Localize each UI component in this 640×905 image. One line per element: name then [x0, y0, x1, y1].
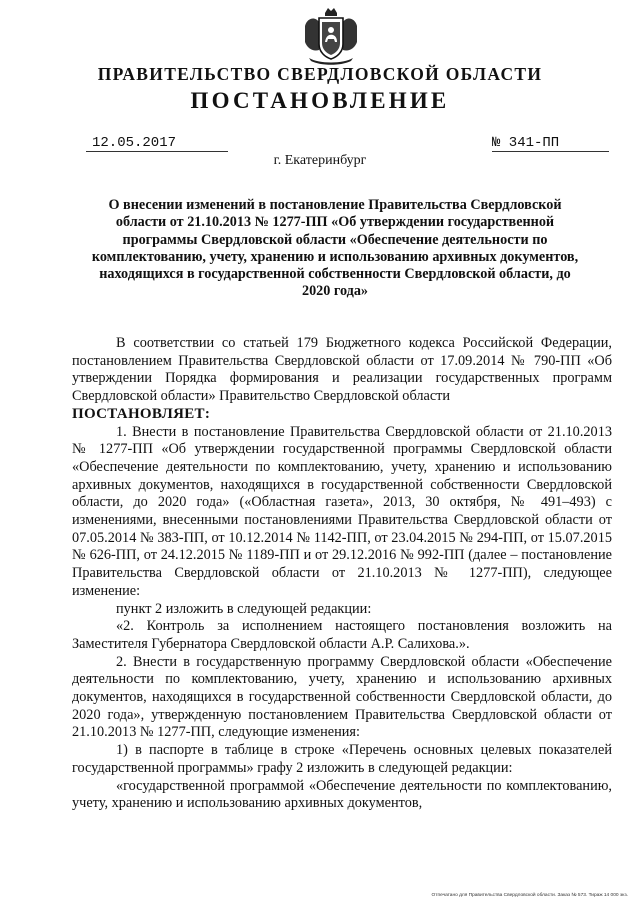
print-footer: Отпечатано для Правительства Свердловской области. Заказ № 573. Тираж 14 000 экз.	[431, 893, 628, 898]
document-body	[72, 335, 612, 813]
item-1-quote: «2. Контроль за исполнением настоящего постановления возложить на Заместителя Губернатора Свердловской области А.Р. Салихова.».	[72, 618, 612, 652]
organization-name: ПРАВИТЕЛЬСТВО СВЕРДЛОВСКОЙ ОБЛАСТИ	[97, 64, 543, 84]
document-number: № 341-ПП	[492, 135, 609, 152]
document-city: г. Екатеринбург	[273, 153, 367, 168]
item-2-paragraph: 2. Внести в государственную программу Свердловской области «Обеспечение деятельности по комплектованию, учету, хранению и использованию архивных документов, находящихся в государственной собственности Свердловской области, до 2020 года», утвержденную постановлением Правительства Свердловской области от 21.10.2013 № 1277-ПП, следующие изменения:	[72, 653, 612, 741]
document-date: 12.05.2017	[86, 135, 228, 152]
coat-of-arms-icon	[297, 6, 365, 66]
item-2-subitem-1-quote: «государственной программой «Обеспечение деятельности по комплектованию, учету, хранению и использованию архивных документов,	[72, 777, 612, 812]
preamble-paragraph: В соответствии со статьей 179 Бюджетного кодекса Российской Федерации, постановлением Правительства Свердловской области от 17.09.2014 № 790-ПП «Об утверждении Порядка формирования и реализации государственных программ Свердловской области» Правительство Свердловской области	[72, 335, 612, 405]
coat-of-arms-emblem	[297, 6, 365, 66]
document-title: О внесении изменений в постановление Правительства Свердловской области от 21.10.2013 № 1277-ПП «Об утверждении государственной программы Свердловской области «Обеспечение деятельности по комплектованию, учету, хранению и использованию архивных документов, находящихся в государственной собственности Свердловской области, до 2020 года»	[91, 197, 579, 300]
item-1-paragraph: 1. Внести в постановление Правительства Свердловской области от 21.10.2013 № 1277-ПП «Об утверждении государственной программы Свердловской области «Обеспечение деятельности по комплектованию, учету, хранению и использованию архивных документов, находящихся в государственной собственности Свердловской области, до 2020 года» («Областная газета», 2013, 30 октября, № 491–493) с изменениями, внесенными постановлениями Правительства Свердловской области от 07.05.2014 № 383-ПП, от 10.12.2014 № 1142-ПП, от 23.04.2015 № 294-ПП, от 15.07.2015 № 626-ПП, от 24.12.2015 № 1189-ПП и от 29.12.2016 № 992-ПП (далее – постановление Правительства Свердловской области от 21.10.2013 № 1277-ПП), следующее изменение:	[72, 423, 612, 599]
document-type-heading: ПОСТАНОВЛЕНИЕ	[190, 88, 450, 113]
decree-heading: ПОСТАНОВЛЯЕТ:	[72, 405, 211, 422]
item-2-subitem-1: 1) в паспорте в таблице в строке «Перечень основных целевых показателей государственной программы» графу 2 изложить в следующей редакции:	[72, 742, 612, 776]
item-1-instruction: пункт 2 изложить в следующей редакции:	[116, 600, 372, 617]
